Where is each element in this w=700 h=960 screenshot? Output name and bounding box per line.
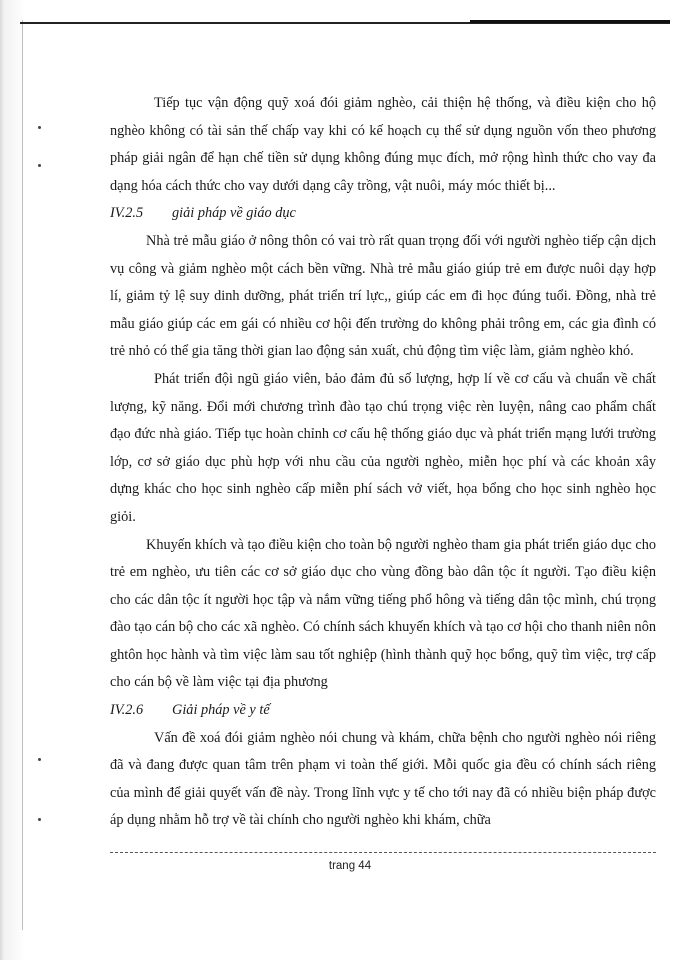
paragraph: Khuyến khích và tạo điều kiện cho toàn bộ người nghèo tham gia phát triển giáo dục cho trẻ em nghèo, ưu tiên các cơ sở giáo dục cho vùng đồng bào dân tộc ít người. Tạo điều kiện cho các dân tộc ít người học tập và nắm vững tiếng phổ hông và tiếng dân tộc mình, chú trọng đào tạo cán bộ cho các xã nghèo. Có chính sách khuyến khích và tạo cơ hội cho thanh niên nôn ghtôn học hành và tìm việc làm sau tốt nghiệp (hình thành quỹ học bổng, quỹ tìm việc, trợ cấp cho cán bộ về làm việc tại địa phương [110,536,656,691]
footer-divider [110,852,656,853]
scan-speck [38,164,41,167]
top-border-thick [470,20,670,23]
scan-margin-line [22,20,23,930]
section-number: IV.2.5 [110,205,144,222]
paragraph: Phát triển đội ngũ giáo viên, bảo đảm đủ số lượng, hợp lí về cơ cấu và chuẩn về chất lượng, kỹ năng. Đổi mới chương trình đào tạo chú trọng việc rèn luyện, nâng cao phẩm chất đạo đức nhà giáo. Tiếp tục hoàn chỉnh cơ cấu hệ thống giáo dục và phát triển mạng lưới trường lớp, cơ sở giáo dục phù hợp với nhu cầu của người nghèo, miễn học phí và các khoản xây dựng khác cho học sinh nghèo cấp miễn phí sách vở viết, họa bổng cho học sinh nghèo học giỏi. [110,370,656,525]
section-title: giải pháp về giáo dục [172,205,296,222]
scan-speck [38,818,41,821]
paragraph: Tiếp tục vận động quỹ xoá đói giảm nghèo, cải thiện hệ thống, và điều kiện cho hộ nghèo không có tài sản thế chấp vay khi có kế hoạch cụ thể sử dụng nguồn vốn theo phương pháp giải ngân để hạn chế tiền sử dụng không đúng mục đích, mở rộng hình thức cho vay đa dạng hóa cách thức cho vay dưới dạng cây trồng, vật nuôi, máy móc thiết bị... [110,95,656,194]
page-number: trang 44 [328,860,372,872]
scan-speck [38,758,41,761]
section-number: IV.2.6 [110,702,144,719]
section-heading [110,200,656,228]
section-heading [110,697,656,725]
scan-speck [38,126,41,129]
paragraph: Nhà trẻ mẫu giáo ở nông thôn có vai trò rất quan trọng đối với người nghèo tiếp cận dịch vụ công và giảm nghèo một cách bền vững. Nhà trẻ mẫu giáo giúp trẻ em được nuôi dạy hợp lí, giảm tỷ lệ suy dinh dưỡng, phát triển trí lực,, giúp các em đi học đúng tuổi. Đồng, nhà trẻ mẫu giáo giúp các em gái có nhiều cơ hội đến trường do không phải trông em, các gia đình có trẻ nhỏ có thể gia tăng thời gian lao động sản xuất, chủ động tìm việc làm, giảm nghèo khó. [110,232,656,360]
section-title: Giải pháp về y tế [172,702,270,719]
paragraph: Vấn đề xoá đói giảm nghèo nói chung và khám, chữa bệnh cho người nghèo nói riêng đã và đang được quan tâm trên phạm vi toàn thế giới. Mỗi quốc gia đều có chính sách riêng của mình để giải quyết vấn đề này. Trong lĩnh vực y tế cho tới nay đã có nhiều biện pháp được áp dụng nhằm hỗ trợ về tài chính cho người nghèo khi khám, chữa [110,729,656,829]
document-body [110,90,656,835]
